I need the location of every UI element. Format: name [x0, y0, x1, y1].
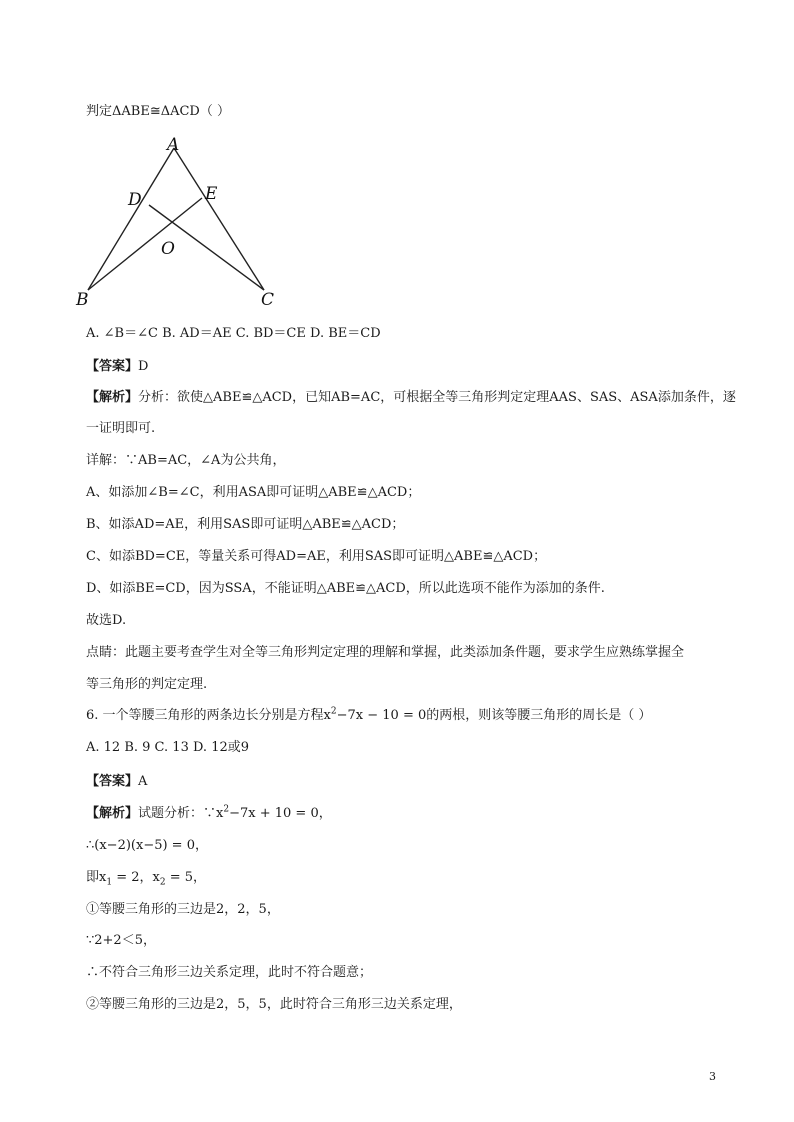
analysis-tag: 【解析】 — [86, 806, 139, 821]
analysis-equation-x: x — [216, 806, 224, 821]
page-number: 3 — [709, 1070, 716, 1083]
q6-equation-exponent: 2 — [330, 706, 337, 717]
answer-value: D — [138, 359, 149, 374]
label-a: A — [167, 135, 180, 155]
q6-step-2 — [86, 870, 206, 886]
label-d: D — [128, 190, 142, 210]
step-2-mid: = 2，x — [112, 870, 160, 885]
label-o: O — [161, 239, 175, 259]
answer-tag: 【答案】 — [86, 359, 139, 374]
q6-step-6: ②等腰三角形的三边是2，5，5，此时符合三角形三边关系定理， — [86, 997, 462, 1012]
step-2-sub-1: 1 — [106, 877, 113, 888]
q6-answer — [86, 774, 147, 790]
q6-stem — [86, 708, 651, 724]
step-2-sub-2: 2 — [159, 877, 166, 888]
answer-value: A — [138, 774, 148, 789]
q5-detail-1: 详解：∵AB=AC，∠A为公共角， — [86, 453, 286, 468]
q5-analysis-line-2: 一证明即可. — [86, 421, 156, 436]
q6-equation-x: x — [323, 708, 331, 723]
q5-options: A. ∠B＝∠C B. AD＝AE C. BD＝CE D. BE＝CD — [86, 326, 381, 341]
q5-detail-4: C、如添BD=CE，等量关系可得AD=AE，利用SAS即可证明△ABE≌△ACD； — [86, 549, 547, 564]
q6-step-3: ①等腰三角形的三边是2，2，5， — [86, 902, 280, 917]
triangle-figure — [74, 135, 314, 310]
q5-detail-2: A、如添加∠B=∠C，利用ASA即可证明△ABE≌△ACD； — [86, 485, 421, 500]
q5-analysis-line-1 — [86, 390, 736, 406]
step-2-pre: 即x — [86, 870, 107, 885]
segment-ac — [174, 148, 264, 290]
label-b: B — [76, 290, 89, 310]
q6-options: A. 12 B. 9 C. 13 D. 12或9 — [86, 740, 250, 755]
q6-step-1: ∴(x−2)(x−5) = 0， — [86, 838, 208, 853]
q5-conclusion: 故选D. — [86, 613, 127, 628]
q6-step-5: ∴不符合三角形三边关系定理，此时不符合题意； — [86, 965, 373, 980]
analysis-tag: 【解析】 — [86, 390, 139, 405]
label-e: E — [205, 184, 218, 204]
analysis-equation-rest: −7x + 10 = 0， — [229, 806, 332, 821]
analysis-pre: 试题分析：∵ — [138, 806, 217, 821]
segment-ab — [88, 148, 174, 290]
label-c: C — [261, 290, 275, 310]
q5-comment-1: 点睛：此题主要考查学生对全等三角形判定定理的理解和掌握，此类添加条件题，要求学生应熟练掌握全 — [86, 645, 685, 660]
q6-equation-rest: −7x − 10 = 0 — [336, 708, 427, 723]
q6-stem-post: 的两根，则该等腰三角形的周长是（ ） — [426, 708, 652, 723]
q5-comment-2: 等三角形的判定定理. — [86, 677, 208, 692]
answer-tag: 【答案】 — [86, 774, 139, 789]
analysis-text: 分析：欲使△ABE≌△ACD，已知AB=AC，可根据全等三角形判定定理AAS、SAS、ASA添加条件，逐 — [138, 390, 736, 405]
segment-be — [88, 198, 202, 290]
analysis-equation-exponent: 2 — [223, 804, 230, 815]
q6-analysis — [86, 806, 332, 822]
q5-detail-5: D、如添BE=CD，因为SSA，不能证明△ABE≌△ACD，所以此选项不能作为添加的条件. — [86, 581, 605, 596]
q5-stem: 判定ΔABE≅ΔACD（ ） — [86, 104, 230, 119]
q5-answer — [86, 359, 148, 375]
q5-detail-3: B、如添AD=AE，利用SAS即可证明△ABE≌△ACD； — [86, 517, 405, 532]
q6-step-4: ∵2+2＜5， — [86, 933, 156, 948]
q6-stem-pre: 6. 一个等腰三角形的两条边长分别是方程 — [86, 708, 324, 723]
step-2-post: = 5， — [165, 870, 207, 885]
